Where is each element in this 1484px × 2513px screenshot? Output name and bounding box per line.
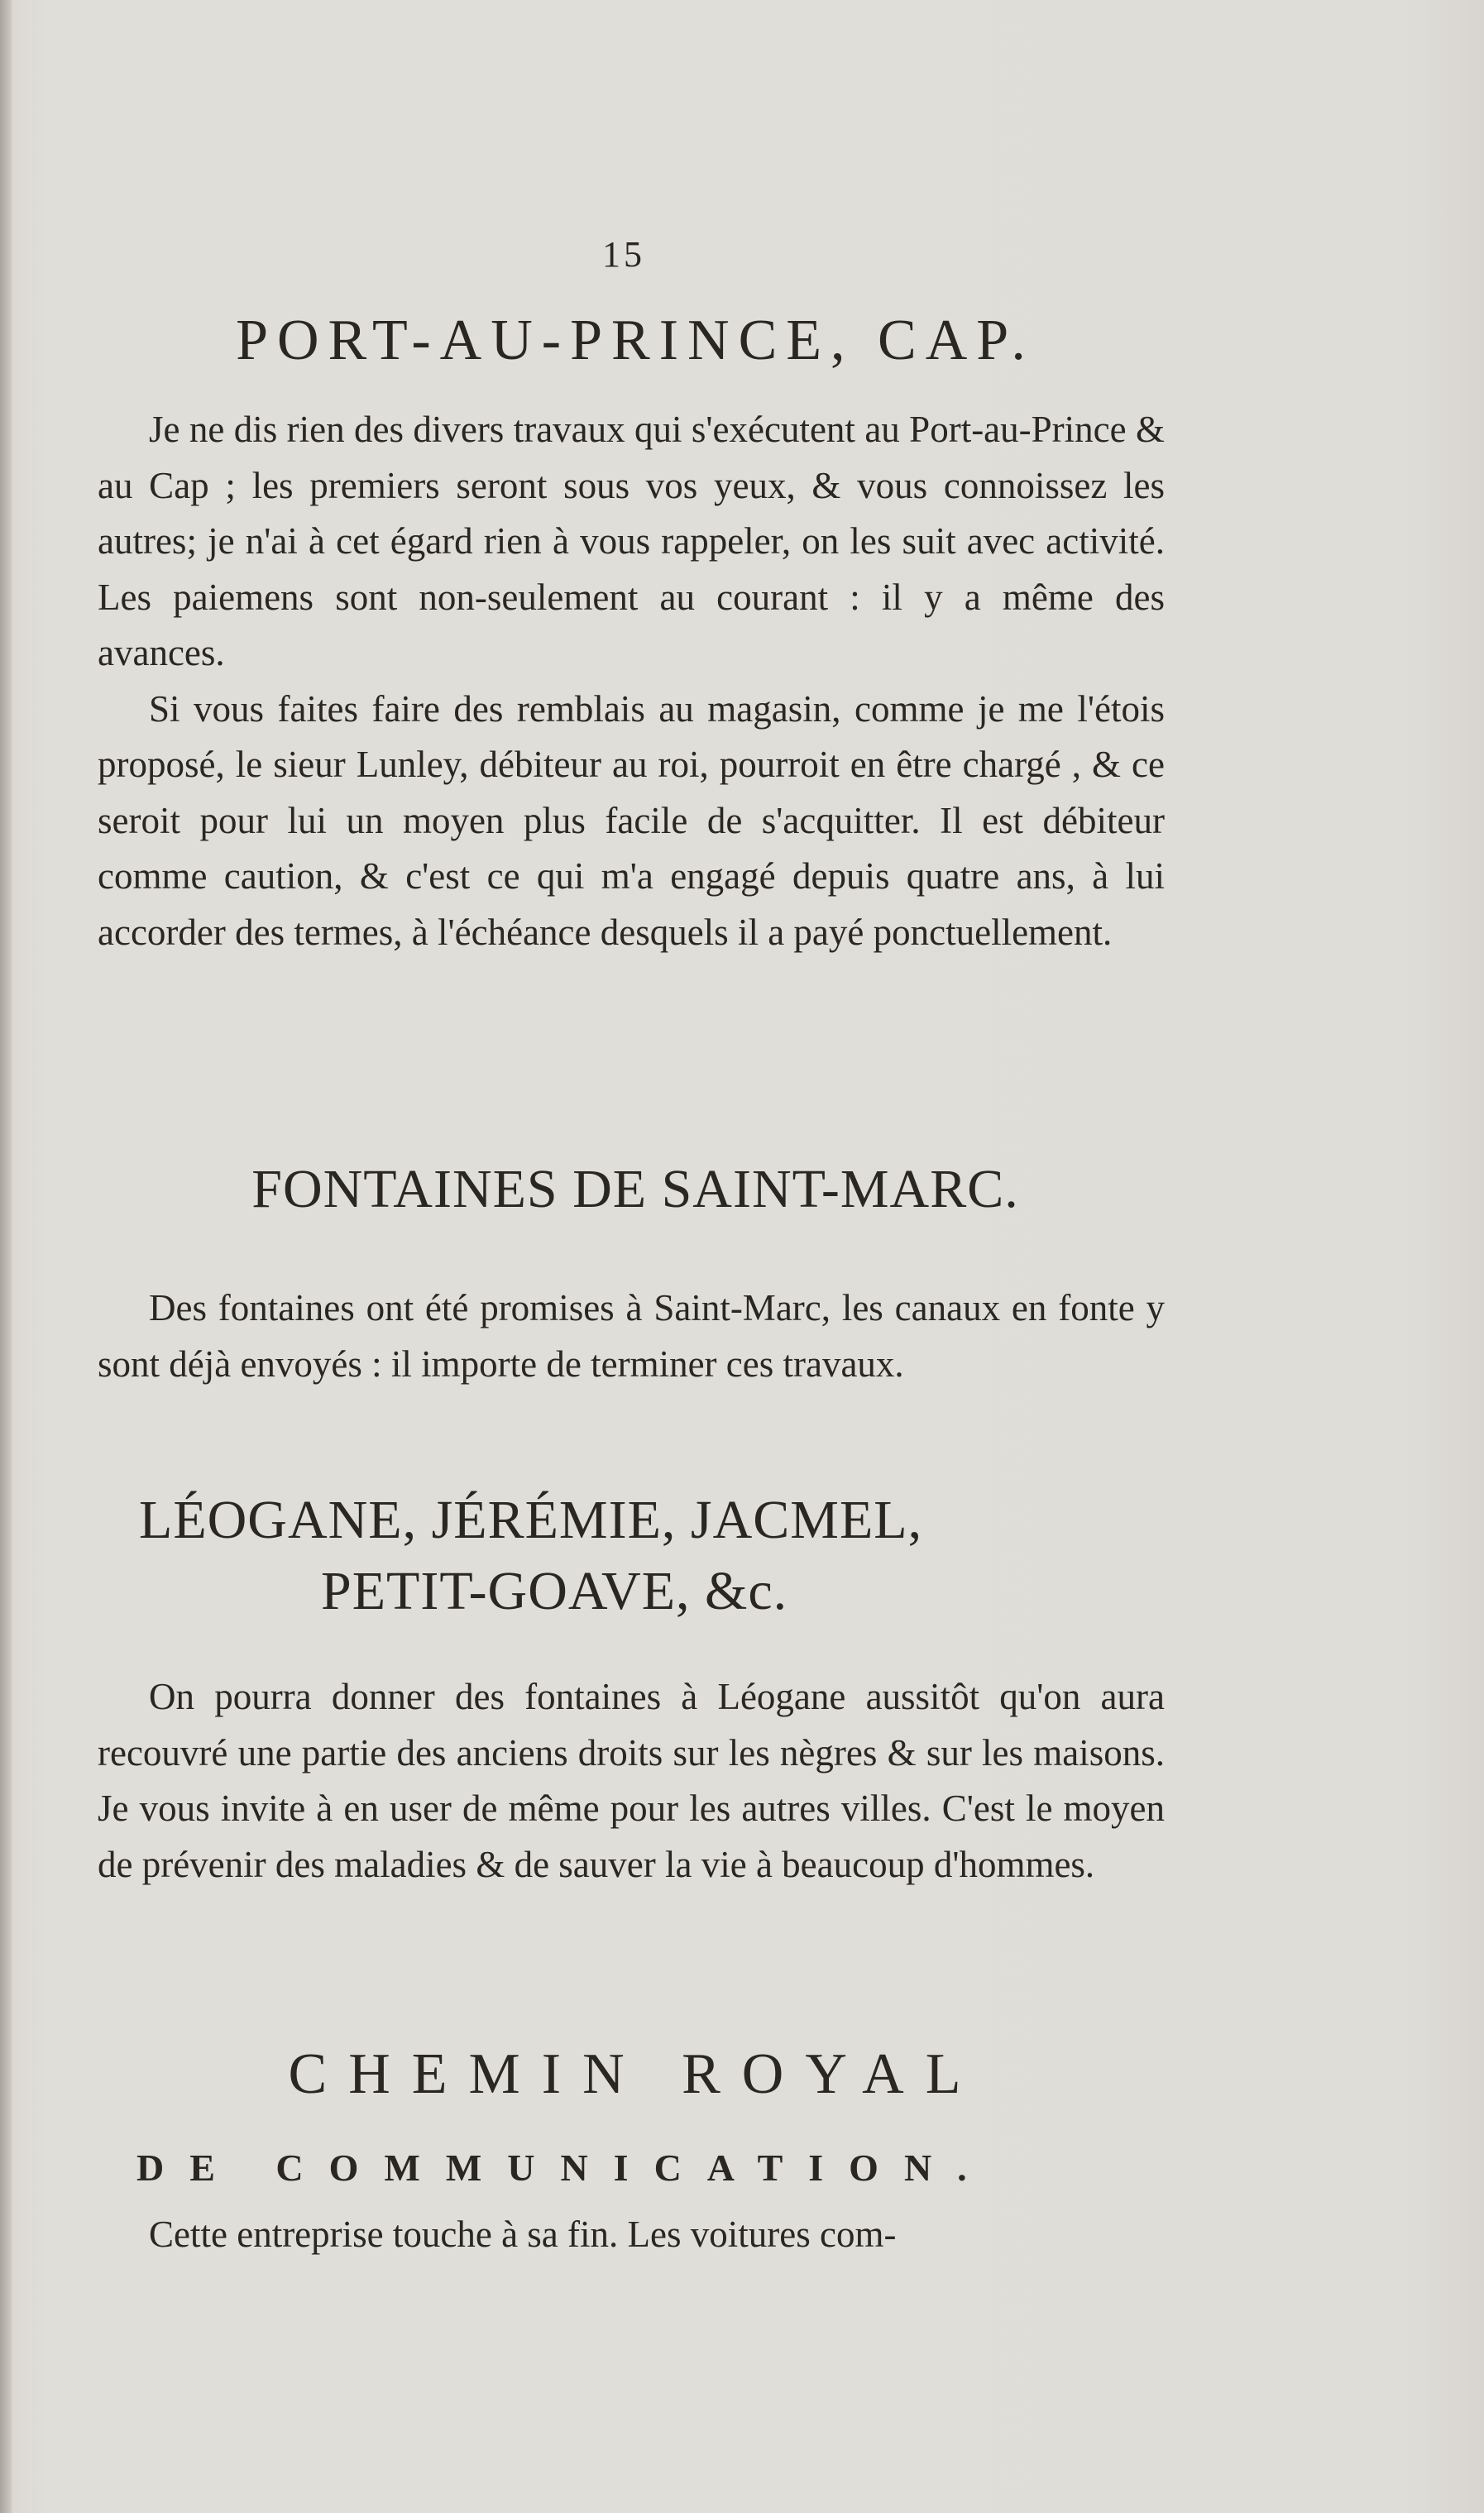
- page-spine-edge: [0, 0, 12, 2513]
- section-body-fontaines: [98, 1280, 1165, 1392]
- section-heading-leogane-line2: PETIT-GOAVE, &c.: [321, 1561, 788, 1621]
- page-number: 15: [602, 234, 645, 275]
- section-body-chemin-royal: [98, 2207, 1165, 2263]
- section-heading-leogane-line1: LÉOGANE, JÉRÉMIE, JACMEL,: [139, 1490, 923, 1550]
- section-body-leogane: [98, 1669, 1165, 1893]
- section-heading-fontaines: FONTAINES DE SAINT-MARC.: [251, 1159, 1019, 1219]
- paragraph: Si vous faites faire des remblais au magasin, comme je me l'étois proposé, le sieur Lunley, débiteur au roi, pourroit en être chargé , & ce seroit pour lui un moyen plus facile de s'acquitter. Il est débiteur comme caution, & c'est ce qui m'a engagé depuis quatre ans, à lui accorder des termes, à l'échéance desquels il a payé ponctuellement.: [98, 687, 1165, 953]
- section-heading-port-au-prince: PORT-AU-PRINCE, CAP.: [236, 309, 1035, 372]
- paragraph: Cette entreprise touche à sa fin. Les voitures com-: [149, 2214, 897, 2255]
- paragraph: Des fontaines ont été promises à Saint-Marc, les canaux en fonte y sont déjà envoyés : il importe de terminer ces travaux.: [98, 1287, 1165, 1385]
- section-heading-chemin-royal: CHEMIN ROYAL: [288, 2042, 983, 2106]
- paragraph: Je ne dis rien des divers travaux qui s'exécutent au Port-au-Prince & au Cap ; les premiers seront sous vos yeux, & vous connoissez les autres; je n'ai à cet égard rien à vous rappeler, on les suit avec activité. Les paiemens sont non-seulement au courant : il y a même des avances.: [98, 409, 1165, 673]
- paragraph: On pourra donner des fontaines à Léogane aussitôt qu'on aura recouvré une partie des anciens droits sur les nègres & sur les maisons. Je vous invite à en user de même pour les autres villes. C'est le moyen de prévenir des maladies & de sauver la vie à beaucoup d'hommes.: [98, 1676, 1165, 1885]
- section-body-port-au-prince: [98, 402, 1165, 960]
- section-subheading-communication: DE COMMUNICATION.: [136, 2147, 993, 2189]
